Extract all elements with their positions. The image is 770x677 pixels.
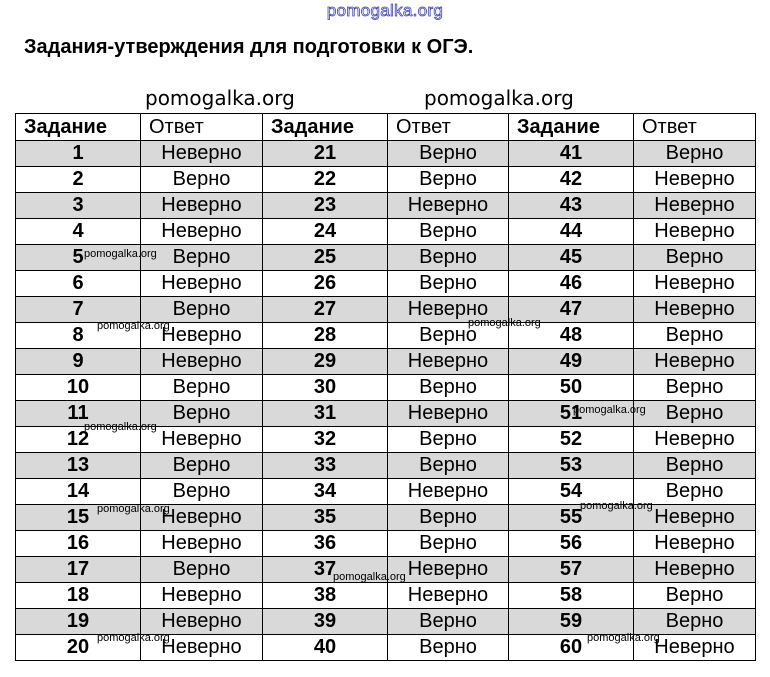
answer-cell: Неверно	[634, 531, 756, 557]
task-number-cell: 48	[509, 323, 634, 349]
task-number-cell: 51	[509, 401, 634, 427]
task-number-cell: 50	[509, 375, 634, 401]
answer-cell: Верно	[388, 505, 509, 531]
answer-cell: Верно	[634, 245, 756, 271]
task-number-cell: 38	[263, 583, 388, 609]
header-task-1: Задание	[16, 114, 141, 141]
answer-cell: Верно	[634, 323, 756, 349]
task-number-cell: 45	[509, 245, 634, 271]
header-answer-2: Ответ	[388, 114, 509, 141]
answer-cell: Неверно	[634, 193, 756, 219]
answer-cell: Неверно	[388, 297, 509, 323]
answer-cell: Верно	[634, 401, 756, 427]
table-row	[16, 349, 756, 375]
task-number-cell: 49	[509, 349, 634, 375]
answer-cell: Неверно	[141, 635, 263, 661]
answer-cell: Неверно	[388, 583, 509, 609]
watermark: pomogalka.org	[97, 503, 170, 515]
answer-cell: Неверно	[141, 583, 263, 609]
answer-cell: Верно	[388, 323, 509, 349]
answer-cell: Неверно	[634, 427, 756, 453]
answer-cell: Неверно	[634, 557, 756, 583]
table-row	[16, 609, 756, 635]
task-number-cell: 44	[509, 219, 634, 245]
task-number-cell: 14	[16, 479, 141, 505]
task-number-cell: 18	[16, 583, 141, 609]
task-number-cell: 16	[16, 531, 141, 557]
task-number-cell: 20	[16, 635, 141, 661]
header-task-2: Задание	[263, 114, 388, 141]
table-row	[16, 453, 756, 479]
task-number-cell: 59	[509, 609, 634, 635]
answer-cell: Верно	[634, 479, 756, 505]
task-number-cell: 29	[263, 349, 388, 375]
table-row	[16, 531, 756, 557]
answer-cell: Верно	[388, 245, 509, 271]
watermark: pomogalka.org	[580, 500, 653, 512]
answer-cell: Неверно	[634, 349, 756, 375]
answer-cell: Неверно	[634, 271, 756, 297]
answer-cell: Неверно	[388, 193, 509, 219]
answer-cell: Верно	[634, 375, 756, 401]
answer-cell: Верно	[634, 609, 756, 635]
answer-cell: Верно	[388, 635, 509, 661]
table-row	[16, 297, 756, 323]
watermark: pomogalka.org	[84, 421, 157, 433]
task-number-cell: 9	[16, 349, 141, 375]
task-number-cell: 53	[509, 453, 634, 479]
answer-cell: Верно	[141, 375, 263, 401]
header-task-3: Задание	[509, 114, 634, 141]
answer-cell: Верно	[388, 609, 509, 635]
answer-cell: Верно	[388, 271, 509, 297]
watermark-top: pomogalka.org	[326, 1, 444, 20]
task-number-cell: 10	[16, 375, 141, 401]
answer-cell: Верно	[141, 479, 263, 505]
answer-cell: Неверно	[388, 557, 509, 583]
answer-cell: Верно	[388, 375, 509, 401]
answer-cell: Неверно	[634, 297, 756, 323]
answer-cell: Верно	[388, 531, 509, 557]
task-number-cell: 8	[16, 323, 141, 349]
task-number-cell: 15	[16, 505, 141, 531]
task-number-cell: 2	[16, 167, 141, 193]
table-row	[16, 375, 756, 401]
task-number-cell: 60	[509, 635, 634, 661]
answer-cell: Неверно	[388, 401, 509, 427]
answer-cell: Верно	[141, 401, 263, 427]
task-number-cell: 17	[16, 557, 141, 583]
table-row	[16, 583, 756, 609]
answer-cell: Неверно	[634, 167, 756, 193]
task-number-cell: 37	[263, 557, 388, 583]
task-number-cell: 5	[16, 245, 141, 271]
answer-cell: Неверно	[141, 609, 263, 635]
answer-cell: Неверно	[141, 193, 263, 219]
table-header-row	[16, 114, 756, 141]
task-number-cell: 11	[16, 401, 141, 427]
answer-cell: Неверно	[141, 349, 263, 375]
task-number-cell: 23	[263, 193, 388, 219]
site-label-right: pomogalka.org	[424, 86, 574, 110]
watermark: pomogalka.org	[587, 632, 660, 644]
answer-cell: Верно	[141, 557, 263, 583]
task-number-cell: 3	[16, 193, 141, 219]
header-answer-3: Ответ	[634, 114, 756, 141]
answer-cell: Верно	[141, 453, 263, 479]
watermark: pomogalka.org	[333, 571, 406, 583]
task-number-cell: 41	[509, 141, 634, 167]
answer-cell: Верно	[634, 141, 756, 167]
answer-cell: Неверно	[141, 271, 263, 297]
watermark: pomogalka.org	[97, 320, 170, 332]
watermark: pomogalka.org	[84, 248, 157, 260]
answer-cell: Неверно	[388, 349, 509, 375]
watermark: pomogalka.org	[573, 404, 646, 416]
task-number-cell: 43	[509, 193, 634, 219]
task-number-cell: 36	[263, 531, 388, 557]
task-number-cell: 6	[16, 271, 141, 297]
task-number-cell: 52	[509, 427, 634, 453]
header-answer-1: Ответ	[141, 114, 263, 141]
task-number-cell: 31	[263, 401, 388, 427]
answer-cell: Неверно	[141, 505, 263, 531]
task-number-cell: 46	[509, 271, 634, 297]
task-number-cell: 55	[509, 505, 634, 531]
table-row	[16, 271, 756, 297]
answer-cell: Неверно	[141, 427, 263, 453]
answer-cell: Неверно	[634, 505, 756, 531]
answer-cell: Верно	[141, 245, 263, 271]
page-title: Задания-утверждения для подготовки к ОГЭ.	[24, 36, 474, 58]
watermark: pomogalka.org	[97, 632, 170, 644]
answer-cell: Неверно	[634, 219, 756, 245]
task-number-cell: 7	[16, 297, 141, 323]
table-row	[16, 141, 756, 167]
answer-cell: Верно	[634, 583, 756, 609]
table-row	[16, 219, 756, 245]
answer-cell: Верно	[141, 167, 263, 193]
task-number-cell: 58	[509, 583, 634, 609]
task-number-cell: 13	[16, 453, 141, 479]
answer-cell: Верно	[388, 427, 509, 453]
task-number-cell: 54	[509, 479, 634, 505]
task-number-cell: 22	[263, 167, 388, 193]
answer-cell: Неверно	[634, 635, 756, 661]
task-number-cell: 27	[263, 297, 388, 323]
table-row	[16, 193, 756, 219]
answer-cell: Неверно	[141, 323, 263, 349]
task-number-cell: 25	[263, 245, 388, 271]
answer-cell: Верно	[141, 297, 263, 323]
task-number-cell: 19	[16, 609, 141, 635]
task-number-cell: 32	[263, 427, 388, 453]
task-number-cell: 24	[263, 219, 388, 245]
answer-cell: Верно	[388, 167, 509, 193]
task-number-cell: 56	[509, 531, 634, 557]
answer-cell: Верно	[388, 453, 509, 479]
task-number-cell: 47	[509, 297, 634, 323]
task-number-cell: 21	[263, 141, 388, 167]
task-number-cell: 4	[16, 219, 141, 245]
answer-cell: Верно	[388, 219, 509, 245]
answer-cell: Неверно	[388, 479, 509, 505]
answer-cell: Неверно	[141, 141, 263, 167]
task-number-cell: 42	[509, 167, 634, 193]
task-number-cell: 33	[263, 453, 388, 479]
answer-cell: Неверно	[141, 219, 263, 245]
watermark: pomogalka.org	[468, 317, 541, 329]
task-number-cell: 28	[263, 323, 388, 349]
answer-cell: Верно	[388, 141, 509, 167]
task-number-cell: 39	[263, 609, 388, 635]
task-number-cell: 57	[509, 557, 634, 583]
answer-cell: Верно	[634, 453, 756, 479]
task-number-cell: 34	[263, 479, 388, 505]
table-row	[16, 167, 756, 193]
task-number-cell: 30	[263, 375, 388, 401]
task-number-cell: 40	[263, 635, 388, 661]
task-number-cell: 1	[16, 141, 141, 167]
task-number-cell: 26	[263, 271, 388, 297]
task-number-cell: 35	[263, 505, 388, 531]
answer-cell: Неверно	[141, 531, 263, 557]
task-number-cell: 12	[16, 427, 141, 453]
site-label-left: pomogalka.org	[145, 86, 295, 110]
